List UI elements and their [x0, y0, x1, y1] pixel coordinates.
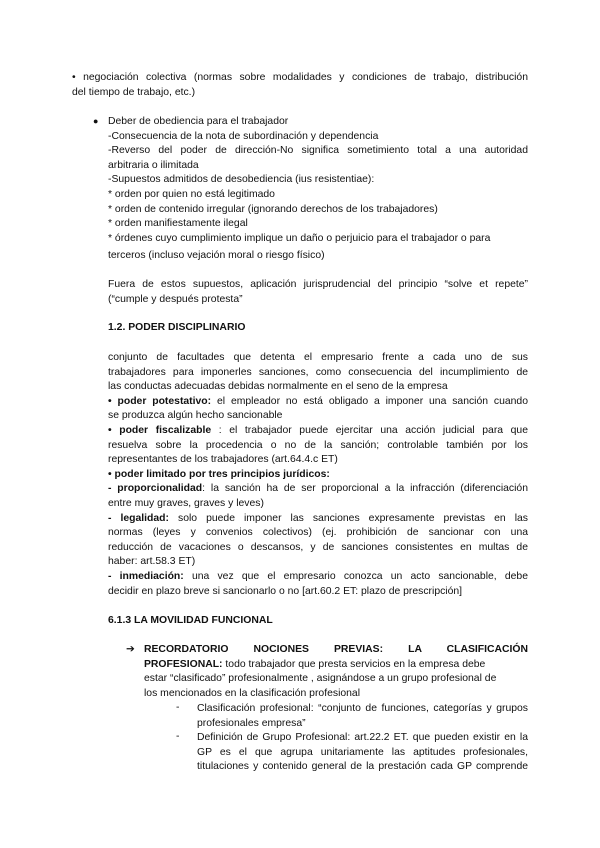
inmediacion-label: - inmediación:: [108, 570, 184, 582]
poder-line: entre muy graves, graves y leves): [108, 497, 264, 509]
poder-potestativo-label: • poder potestativo:: [108, 395, 212, 407]
poder-line: resuelva sobre la procedencia o no de la sanción; controlable también por los: [108, 439, 528, 451]
poder-line: las conductas adecuadas debidas normalmente en el seno de la empresa: [108, 381, 448, 393]
poder-text: solo puede imponer las sanciones expresamente previstas en las: [168, 512, 528, 524]
obediencia-line: * orden manifiestamente ilegal: [108, 218, 248, 230]
clasificacion-line: Clasificación profesional: “conjunto de funciones, categorías y grupos: [197, 703, 528, 714]
poder-line: reducción de vacaciones o descansos, y de sanciones consistentes en multas de: [108, 541, 528, 553]
obediencia-title: Deber de obediencia para el trabajador: [108, 116, 289, 127]
obediencia-line: * órdenes cuyo cumplimiento implique un daño o perjuicio para el trabajador o para: [108, 232, 491, 244]
poder-text: el empleador no está obligado a imponer una sanción cuando: [211, 395, 528, 407]
recordatorio-line: estar “clasificado” profesionalmente , asignándose a un grupo profesional de: [144, 673, 497, 685]
recordatorio-title: RECORDATORIO NOCIONES PREVIAS: LA CLASIFICACIÓN: [144, 644, 528, 655]
poder-line: conjunto de facultades que detenta el empresario frente a cada uno de sus: [108, 352, 528, 363]
poder-text: : la sanción ha de ser proporcional a la infracción (diferenciación: [202, 483, 528, 495]
poder-line: representantes de los trabajadores (art.64.4.c ET): [108, 454, 338, 466]
poder-line: normas (leyes y convenios colectivos) (ej. prohibición de sancionar con una: [108, 527, 528, 539]
grupo-profesional-item: [197, 731, 528, 775]
obediencia-line: -Supuestos admitidos de desobediencia (ius resistentiae):: [108, 174, 375, 186]
intro-line-2: del tiempo de trabajo, etc.): [72, 86, 196, 98]
obediencia-line: (“cumple y después protesta”: [108, 293, 243, 305]
recordatorio-line: los mencionados en la clasificación profesional: [144, 687, 361, 699]
obediencia-line: * orden de contenido irregular (ignorando derechos de los trabajadores): [108, 203, 438, 215]
heading-movilidad-funcional: 6.1.3 LA MOVILIDAD FUNCIONAL: [108, 615, 273, 626]
grupo-line: titulaciones y contenido general de la prestación cada GP comprende: [197, 761, 528, 773]
poder-text: : el trabajador puede ejercitar una acción judicial para que: [211, 424, 528, 436]
intro-paragraph: [72, 71, 528, 100]
heading-poder-disciplinario: 1.2. PODER DISCIPLINARIO: [108, 322, 246, 333]
bullet-icon: ●: [93, 116, 99, 126]
poder-line: [108, 570, 528, 585]
poder-line: [108, 482, 528, 497]
clasificacion-item: [197, 702, 528, 731]
poder-line: [108, 395, 528, 410]
poder-text: una vez que el empresario conozca un acto sancionable, debe: [183, 570, 528, 582]
poder-line: haber: art.58.3 ET): [108, 556, 196, 568]
legalidad-label: - legalidad:: [108, 512, 169, 524]
poder-line: [108, 512, 528, 527]
recordatorio-block: [144, 643, 528, 701]
grupo-line: GP es el que agrupa unitariamente las aptitudes profesionales,: [197, 746, 528, 758]
clasificacion-line: profesionales empresa”: [197, 717, 306, 729]
obediencia-line: -Consecuencia de la nota de subordinación y dependencia: [108, 130, 379, 142]
dash-icon: -: [176, 731, 180, 742]
obediencia-line: arbitraria o ilimitada: [108, 159, 199, 171]
proporcionalidad-label: - proporcionalidad: [108, 483, 203, 495]
dash-icon: -: [176, 702, 180, 713]
poder-disciplinario-block: [108, 351, 528, 599]
obediencia-line: terceros (incluso vejación moral o riesgo físico): [108, 250, 325, 262]
poder-line: [108, 424, 528, 439]
obediencia-line: -Reverso del poder de dirección-No significa sometimiento total a una autoridad: [108, 145, 528, 157]
arrow-icon: ➔: [126, 644, 135, 655]
intro-line-1: • negociación colectiva (normas sobre modalidades y condiciones de trabajo, distribución: [72, 72, 528, 83]
recordatorio-line: [144, 658, 528, 673]
obediencia-line: Fuera de estos supuestos, aplicación jurisprudencial del principio “solve et repete”: [108, 278, 528, 290]
poder-line: se produzca algún hecho sancionable: [108, 410, 283, 422]
poder-line: trabajadores para imponerles sanciones, como consecuencia del incumplimiento de: [108, 366, 528, 378]
obediencia-line: * orden por quien no está legitimado: [108, 188, 275, 200]
obediencia-block: [108, 115, 528, 307]
poder-fiscalizable-label: • poder fiscalizable: [108, 424, 212, 436]
recordatorio-text: todo trabajador que presta servicios en la empresa debe: [222, 658, 486, 670]
poder-line: decidir en plazo breve si sancionarlo o no [art.60.2 ET: plazo de prescripción]: [108, 585, 463, 597]
poder-line: [108, 468, 528, 483]
poder-limitado-label: • poder limitado por tres principios jurídicos:: [108, 468, 330, 480]
grupo-line: Definición de Grupo Profesional: art.22.2 ET. que pueden existir en la: [197, 732, 528, 743]
recordatorio-subtitle: PROFESIONAL:: [144, 658, 223, 670]
